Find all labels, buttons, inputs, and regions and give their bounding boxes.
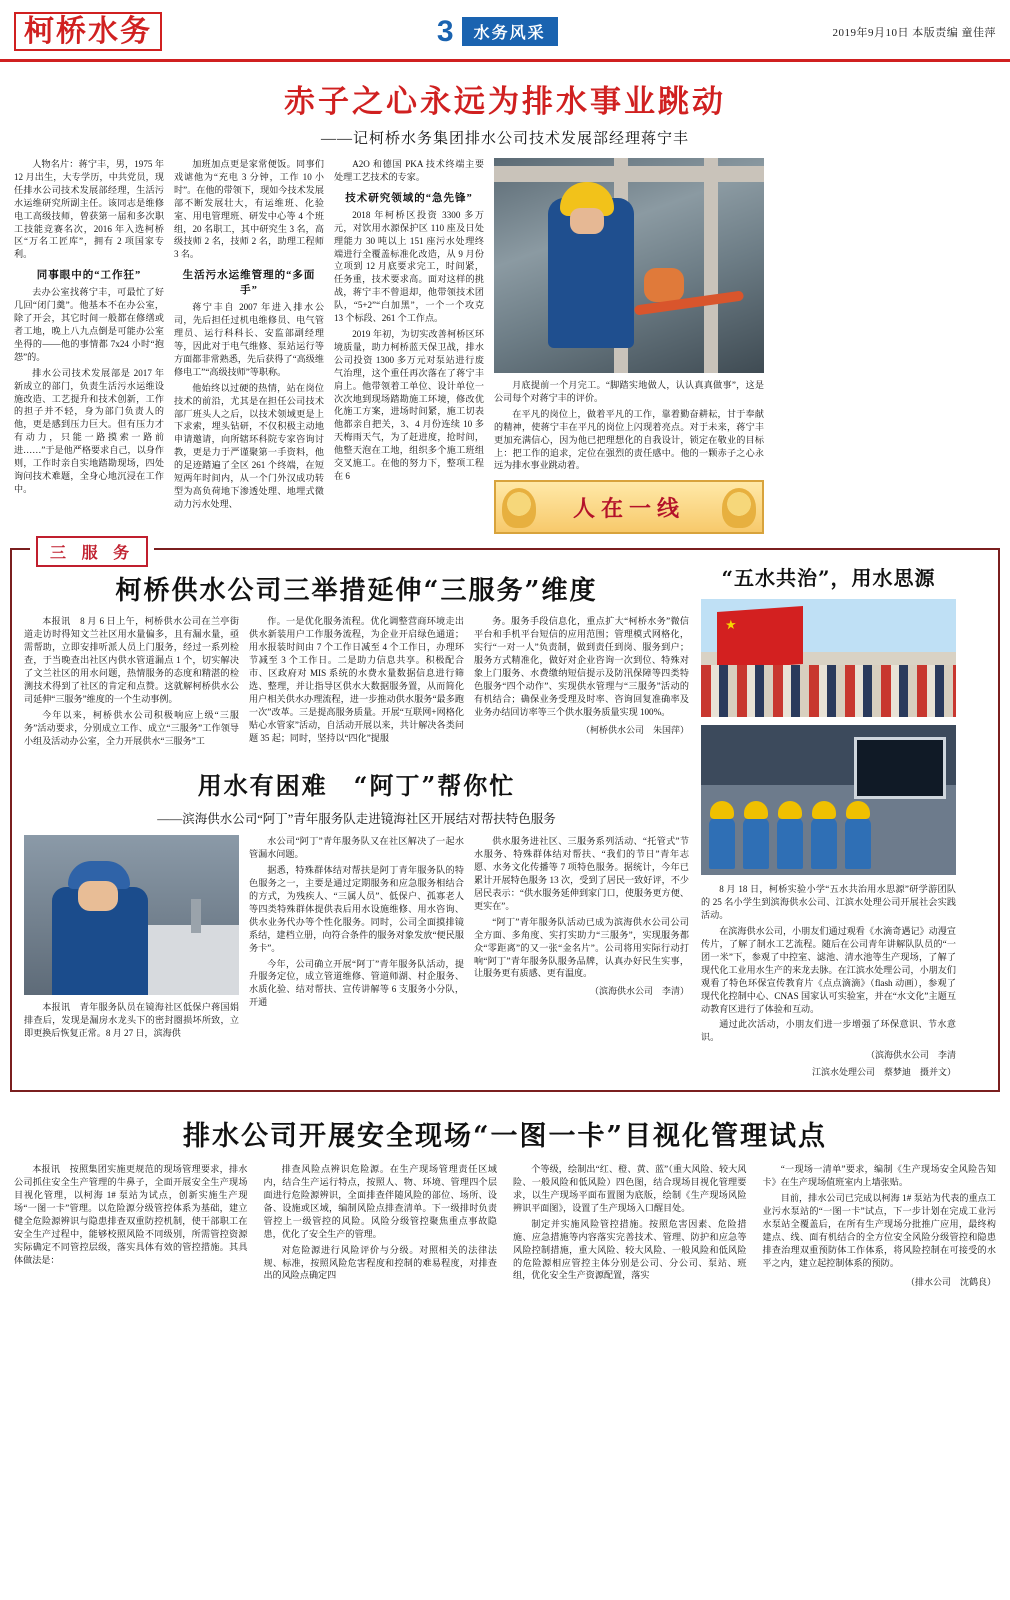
paragraph: 通过此次活动，小朋友们进一步增强了环保意识、节水意识。 [701, 1019, 956, 1043]
paragraph: 今年，公司确立开展“阿丁”青年服务队活动，提升服务定位，成立管道维修、管道师湖、村企服务、水质化验、结对帮扶、宣传讲解等 6 支服务小分队，开通 [249, 958, 464, 1008]
sidebar-byline-1: （滨海供水公司 李清 [865, 1050, 956, 1061]
article-c-column-4 [763, 1163, 997, 1288]
paragraph: 月底提前一个月完工。“脚踏实地做人，认认真真做事”，这是公司每个对蒋宁丰的评价。 [494, 380, 764, 403]
paragraph: A2O 和德国 PKA 技术终端主要处理工艺技术的专家。 [334, 159, 484, 182]
masthead-center [437, 15, 558, 49]
paragraph: 蒋宁丰自 2007 年进入排水公司，先后担任过机电维修员、电气管理员、运行科科长、安监部副经理等，因此对于电气维修、泵站运行等方面都非常熟悉，先后获得了“高级维修电工”“高级技师”等职称。 [174, 302, 324, 377]
section-tag [30, 536, 154, 567]
article-lead-column-1 [14, 158, 164, 534]
paragraph: 在滨海供水公司，小朋友们通过观看《水滴奇遇记》动漫宣传片，了解了制水工艺流程。随后在公司青年讲解队队员的“一团一米”下，参观了中控室、滤池、清水池等生产现场，了解了现代化工业用水生产的来龙去脉。在江滨水处理公司，小朋友们观看了特色环保宣传教育片《点点滴滴》（flash 动画），参观了现代化控制中心、CNAS 国家认可实验室，并在“水文化”主题互动教育区进行了体验和互动。 [701, 926, 956, 1014]
article-c-column-2 [264, 1163, 498, 1288]
paragraph: 他始终以过硬的热情，站在岗位技术的前沿，尤其是在担任公司技术部厂班头人之后，以技术领域更是上下求索，埋头钻研，不仅积极主动地申请邀请，向所辖环科院专家咨询讨教，更是力于严谨聚第一手资料，他的足迹踏遍了全区 261 个终端，在短短两年时间内，从一个门外汉成功转型为高负荷地下渗透处理、地埋式微动力污水处理、 [174, 382, 324, 509]
article-a-title: 柯桥供水公司三举措延伸“三服务”维度 [115, 576, 598, 607]
photo-detail [845, 817, 871, 869]
paragraph: 水公司“阿丁”青年服务队又在社区解决了一起水管漏水问题。 [249, 836, 464, 860]
article-c-title: 排水公司开展安全现场“一图一卡”目视化管理试点 [182, 1121, 828, 1153]
publication-logo: 柯桥水务 [14, 12, 162, 52]
article-a-column-3 [474, 615, 689, 750]
paragraph: 加班加点更是家常便饭。同事们戏谑他为“充电 3 分钟，工作 10 小时”。在他的带领下，现如今技术发展部不断发展壮大，有运维班、化验室、用电管理班、研发中心等 4 个班组，20 名职工，其中研究生 3 名，高级技师 2 名，技师 2 名，助理工程师 3 名。 [174, 159, 324, 260]
article-a-body [24, 615, 689, 750]
paragraph: 2018 年柯桥区投资 3300 多万元，对饮用水源保护区 110 座及日处理能力 30 吨以上 151 座污水处理终端进行全覆盖标准化改造，从 9 月份立项到 12 月底要求完工，时间紧，任务重，技术要求高。面对这样的挑战，蒋宁丰不曾退却，他带领技术团队，“5+2”“白加黑”，一个一个攻克 13 个标段、261 个工作点。 [334, 209, 484, 324]
photo-detail [811, 817, 837, 869]
article-b-column-2 [249, 835, 464, 1043]
photo-detail [701, 665, 956, 717]
sidebar-title: “五水共治”，用水思源 [721, 566, 936, 591]
photo-detail [854, 737, 946, 799]
photo-detail [143, 925, 239, 995]
paragraph: 供水服务进社区、三服务系列活动、“托管式”节水服务、特殊群体结对帮扶、“我们的节日”青年志愿、水务文化传播等 7 项特色服务。据统计，今年已累计开展特色服务 13 次，受到了居民一致好评，不少居民表示：“供水服务延伸到家门口，使服务更方便、更实在”。 [474, 836, 689, 911]
paragraph: “一现场一清单”要求，编制《生产现场安全风险告知卡》在生产现场值班室内上墙张贴。 [762, 1164, 996, 1188]
paragraph: 本报讯 按照集团实施更规范的现场管理要求，排水公司抓住安全生产管理的牛鼻子，全面开展安全生产现场目视化管理，以柯海 1# 泵站为试点，创新实施生产现场“一图一卡”管理。以危险源分级管控体系为基础，建立健全危险源辨识与隐患排查双重防控机制，使干部职工在安全生产过程中，能够校照风险不同级别，所需管控资源实际确定不同管控层级，落实具体有效的管控措施。其具体做法是： [14, 1164, 248, 1265]
paragraph: 2019 年初，为切实改善柯桥区环境质量，助力柯桥蓝天保卫战，排水公司投资 1300 多万元对泵站进行废气治理，这个重任再次落在了蒋宁丰肩上。他带领着工单位、设计单位一次次地到现场踏勘施工环境，修改优化施工方案，进场时间紧，施工切表他都亲自把关，3、4 月份连续 10 多天梅雨天气，为了赶进度，抢时间，他整天泡在工地，组织多个施工班组交叉施工。在他的努力下，整项工程在 6 [334, 328, 484, 481]
photo-detail [644, 268, 684, 302]
article-c-column-3 [513, 1163, 747, 1288]
sidebar-five-waters [701, 560, 956, 1078]
article-b-subtitle: ——滨海供水公司“阿丁”青年服务队走进镜海社区开展结对帮扶特色服务 [157, 812, 556, 827]
article-lead-column-4 [494, 379, 764, 472]
paragraph: 据悉，特殊群体结对帮扶是阿丁青年服务队的特色服务之一，主要是通过定期服务和应急服务相结合的方式，为残疾人、“三属人员”、低保户、孤寡老人等四类特殊群体提供表后用水设施维修、用水咨询、供水业务代办等个性化服务。同时，公司全面摸排镜系结，建档立册，向符合条件的服务对象发放“便民服务卡”。 [249, 865, 464, 953]
article-visual-management [0, 1092, 1010, 1294]
article-a-column-2 [249, 615, 464, 750]
article-lead-headline: 赤子之心永远为排水事业跳动 [284, 84, 726, 120]
subhead: 生活污水运维管理的“多面手” [182, 270, 316, 297]
paragraph: 务。服务手段信息化，重点扩大“柯桥水务”微信平台和手机平台短信的应用范围；管理模式网格化，实行“一对一人”负责制，做到责任到岗、服务到户；服务方式精准化，做好对企业咨询一次到位、特殊对象上门服务、水费缴纳短信提示及防汛保障等四类特色服务“四个动作”、实现供水管理与“三服务”活动的有机结合；确保业务受理及时率、咨询回复准确率及业务办结回访率等三个供水服务质量实现 100%。 [474, 616, 689, 717]
photo-worker-inspection [494, 158, 764, 373]
photo-detail [191, 899, 201, 933]
photo-detail [743, 817, 769, 869]
article-b-byline: （滨海供水公司 李清） [589, 986, 689, 997]
paragraph: 本报讯 8 月 6 日上午，柯桥供水公司在兰亭街道走访时得知文兰社区用水量偏多，且有漏水量，亟需帮助，立即安排听派人员上门服务，经过一系列检查，于当晚查出社区内供水管道漏点 1 个，切实解决了文兰社区的用水问题，热情服务的态度和精湛的检测技术得到了社区的肯定和点赞。这就解柯桥供水公司延伸“三服务”维度的一个生动事例。 [24, 616, 239, 704]
section-badge: 水务风采 [462, 17, 558, 46]
article-lead-media [494, 158, 764, 534]
paragraph: 8 月 18 日，柯桥实验小学“五水共治用水思源”研学游团队的 25 名小学生到滨海供水公司、江滨水处理公司开展社会实践活动。 [701, 884, 956, 921]
photo-detail [78, 881, 118, 911]
photo-detail [717, 606, 803, 670]
paragraph: “阿丁”青年服务队活动已成为滨海供水公司公司全方面、多角度、实打实助力“三服务”，实现服务都众“零距离”的又一张“金名片”。公司将用实际行动打响“阿丁”青年服务队服务品牌，认真办好民生实事，让服务更有质感、更有温度。 [474, 916, 689, 979]
sidebar-body [701, 883, 956, 1078]
banner-people-on-frontline: 人在一线 [494, 480, 764, 534]
article-c-byline: （排水公司 沈鹤良） [905, 1277, 996, 1288]
article-b-column-1 [24, 835, 239, 1043]
article-lead-column-2 [174, 158, 324, 534]
photo-detail [704, 158, 718, 373]
subhead: 同事眼中的“工作狂” [36, 270, 142, 282]
article-b-column-3 [474, 835, 689, 1043]
photo-students-visit [701, 725, 956, 875]
star-icon: ★ [725, 616, 737, 633]
page-number: 3 [436, 14, 454, 48]
article-lead-body [14, 158, 996, 534]
paragraph: 排查风险点辨识危险源。在生产现场管理责任区域内，结合生产运行特点，按照人、物、环境、管理四个层面进行危险源辨识，全面排查伴随风险的部位、场所、设备、设施或区域，编制风险点排查清单。下一级排时负责管控上一级管控的风险。风险分级管控聚焦重点事故隐患，优化了安全生产的管理。 [263, 1164, 497, 1239]
section-left-column [24, 560, 689, 1078]
section-three-services [10, 543, 1000, 1092]
article-a-column-1 [24, 615, 239, 750]
article-a-byline: （柯桥供水公司 朱国萍） [580, 724, 689, 735]
photo-detail [494, 166, 764, 182]
article-b-title: 用水有困难 “阿丁”帮你忙 [197, 771, 516, 801]
paragraph: 本报讯 青年服务队员在镜海社区低保户蒋国娟排查后，发现是漏房水龙头下的密封圈损坏所致，立即更换后恢复正常。8 月 27 日，滨海供 [24, 1002, 239, 1039]
paragraph: 排水公司技术发展部是 2017 年新成立的部门，负责生活污水运维设施改造、工艺提升和技术创新，工作的担子并不轻，身为部门负责人的他，更是感到压力巨大。但有压力才有动力，只能一路摸索一路前进……”于是他严格要求自己，以身作则，工作时亲自实地踏勘现场，四处询问技术难题，全身心地沉浸在工作中。 [14, 367, 164, 494]
article-c-column-1 [14, 1163, 248, 1288]
paragraph: 作。一是优化服务流程。优化调整营商环境走出供水新装用户工作服务流程，为企业开启绿色通道；用水报装时间由 7 个工作日减至 4 个工作日，办理环节减至 3 个工作日。二是助力信息共享。积极配合市、区政府对 MIS 系统的水费水量数据信息进行筛选、整理，并让指导区供水大数据服务置，从而简化用户相关供水办理流程，进一步推动供水服务“最多跑一次”改革。三是提高服务质量。开展“互联网+网格化贴心水管家”活动，自活动开展以来，共计解决各类问题 35 起；同时，坚持以“四化”提服 [249, 616, 464, 743]
section-tag-label: 三 服 务 [36, 536, 148, 567]
paragraph: 目前，排水公司已完成以柯海 1# 泵站为代表的重点工业污水泵站的“一图一卡”试点，下一步计划在完成工业污水泵站全覆盖后，在所有生产现场分批推广应用，最终构建点、线、面有机结合的全方位安全风险分级管控和隐患排查治理双重预防体工作体系，将风险控制在可接受的水平之内，建立起控制体系的预防。 [762, 1193, 996, 1268]
photo-detail [709, 817, 735, 869]
article-lead [0, 76, 1010, 534]
paragraph: 个等级，绘制出“红、橙、黄、蓝”（重大风险、较大风险、一般风险和低风险）四色图，结合现场目视化管理要求，以生产现场平面布置图为底版，绘制《生产现场风险辨识平面图》，设置了生产现场入口醒目处。 [513, 1164, 747, 1213]
paragraph: 在平凡的岗位上，做着平凡的工作，靠着勤奋耕耘，甘于奉献的精神，使蒋宁丰在平凡的岗位上闪现着亮点。对于未来，蒋宁丰更加充满信心，因为他已把理想化的自我设计，锁定在敬业的目标上：把工作的追求，定位在强烈的责任感中。他的一颗赤子之心永远为排水事业跳动着。 [494, 408, 764, 471]
article-lead-subheadline: ——记柯桥水务集团排水公司技术发展部经理蒋宁丰 [320, 131, 689, 147]
photo-party-flag-group [701, 599, 956, 717]
masthead-dateline: 2019年9月10日 本版责编 童佳萍 [832, 26, 996, 39]
paragraph: 制定并实施风险管控措施。按照危害因素、危险措施、应急措施等内容落实完善技术、管理、防护和应急等风险控制措施，重大风险、较大风险、一般风险和低风险的危险源相应管控主体分别是公司、分公司、泵站、班组，优化安全生产资源配置，落实 [513, 1218, 747, 1281]
section-body [24, 560, 986, 1078]
sidebar-byline-2: 江滨水处理公司 蔡梦迪 摄并文） [811, 1067, 956, 1078]
article-b-body [24, 835, 689, 1043]
photo-water-service-worker [24, 835, 239, 995]
masthead [0, 0, 1010, 62]
subhead: 技术研究领域的“急先锋” [345, 192, 473, 204]
article-c-body [14, 1163, 996, 1288]
paragraph: 今年以来，柯桥供水公司积极响应上级“三服务”活动要求，分别成立工作、成立“三服务”工作领导小组及活动办公室，全力开展供水“三服务”工 [24, 709, 239, 746]
photo-detail [777, 817, 803, 869]
article-lead-column-3 [334, 158, 484, 534]
paragraph: 对危险源进行风险评价与分级。对照相关的法律法规、标准，按照风险危害程度和控制的难易程度，对排查出的风险点确定四 [263, 1244, 497, 1281]
photo-detail [570, 208, 604, 234]
paragraph: 人物名片：蒋宁丰，男，1975 年 12 月出生，大专学历，中共党员，现任排水公司技术发展部经理，生活污水运维研究所副主任。该同志是维修电工高级技师，曾获第一届和多次职工技能竞赛名次，2016 年入选柯桥区“万名工匠库”，拥有 2 项国家专利。 [14, 159, 164, 260]
paragraph: 去办公室找蒋宁丰，可最忙了好几回“闭门羹”。他基本不在办公室，除了开会，其它时间一般都在修缮或者工地，晚上八九点倒是可能办公室坐得的——他的事情都 7x24 小时“抱怨”的。 [14, 287, 164, 362]
